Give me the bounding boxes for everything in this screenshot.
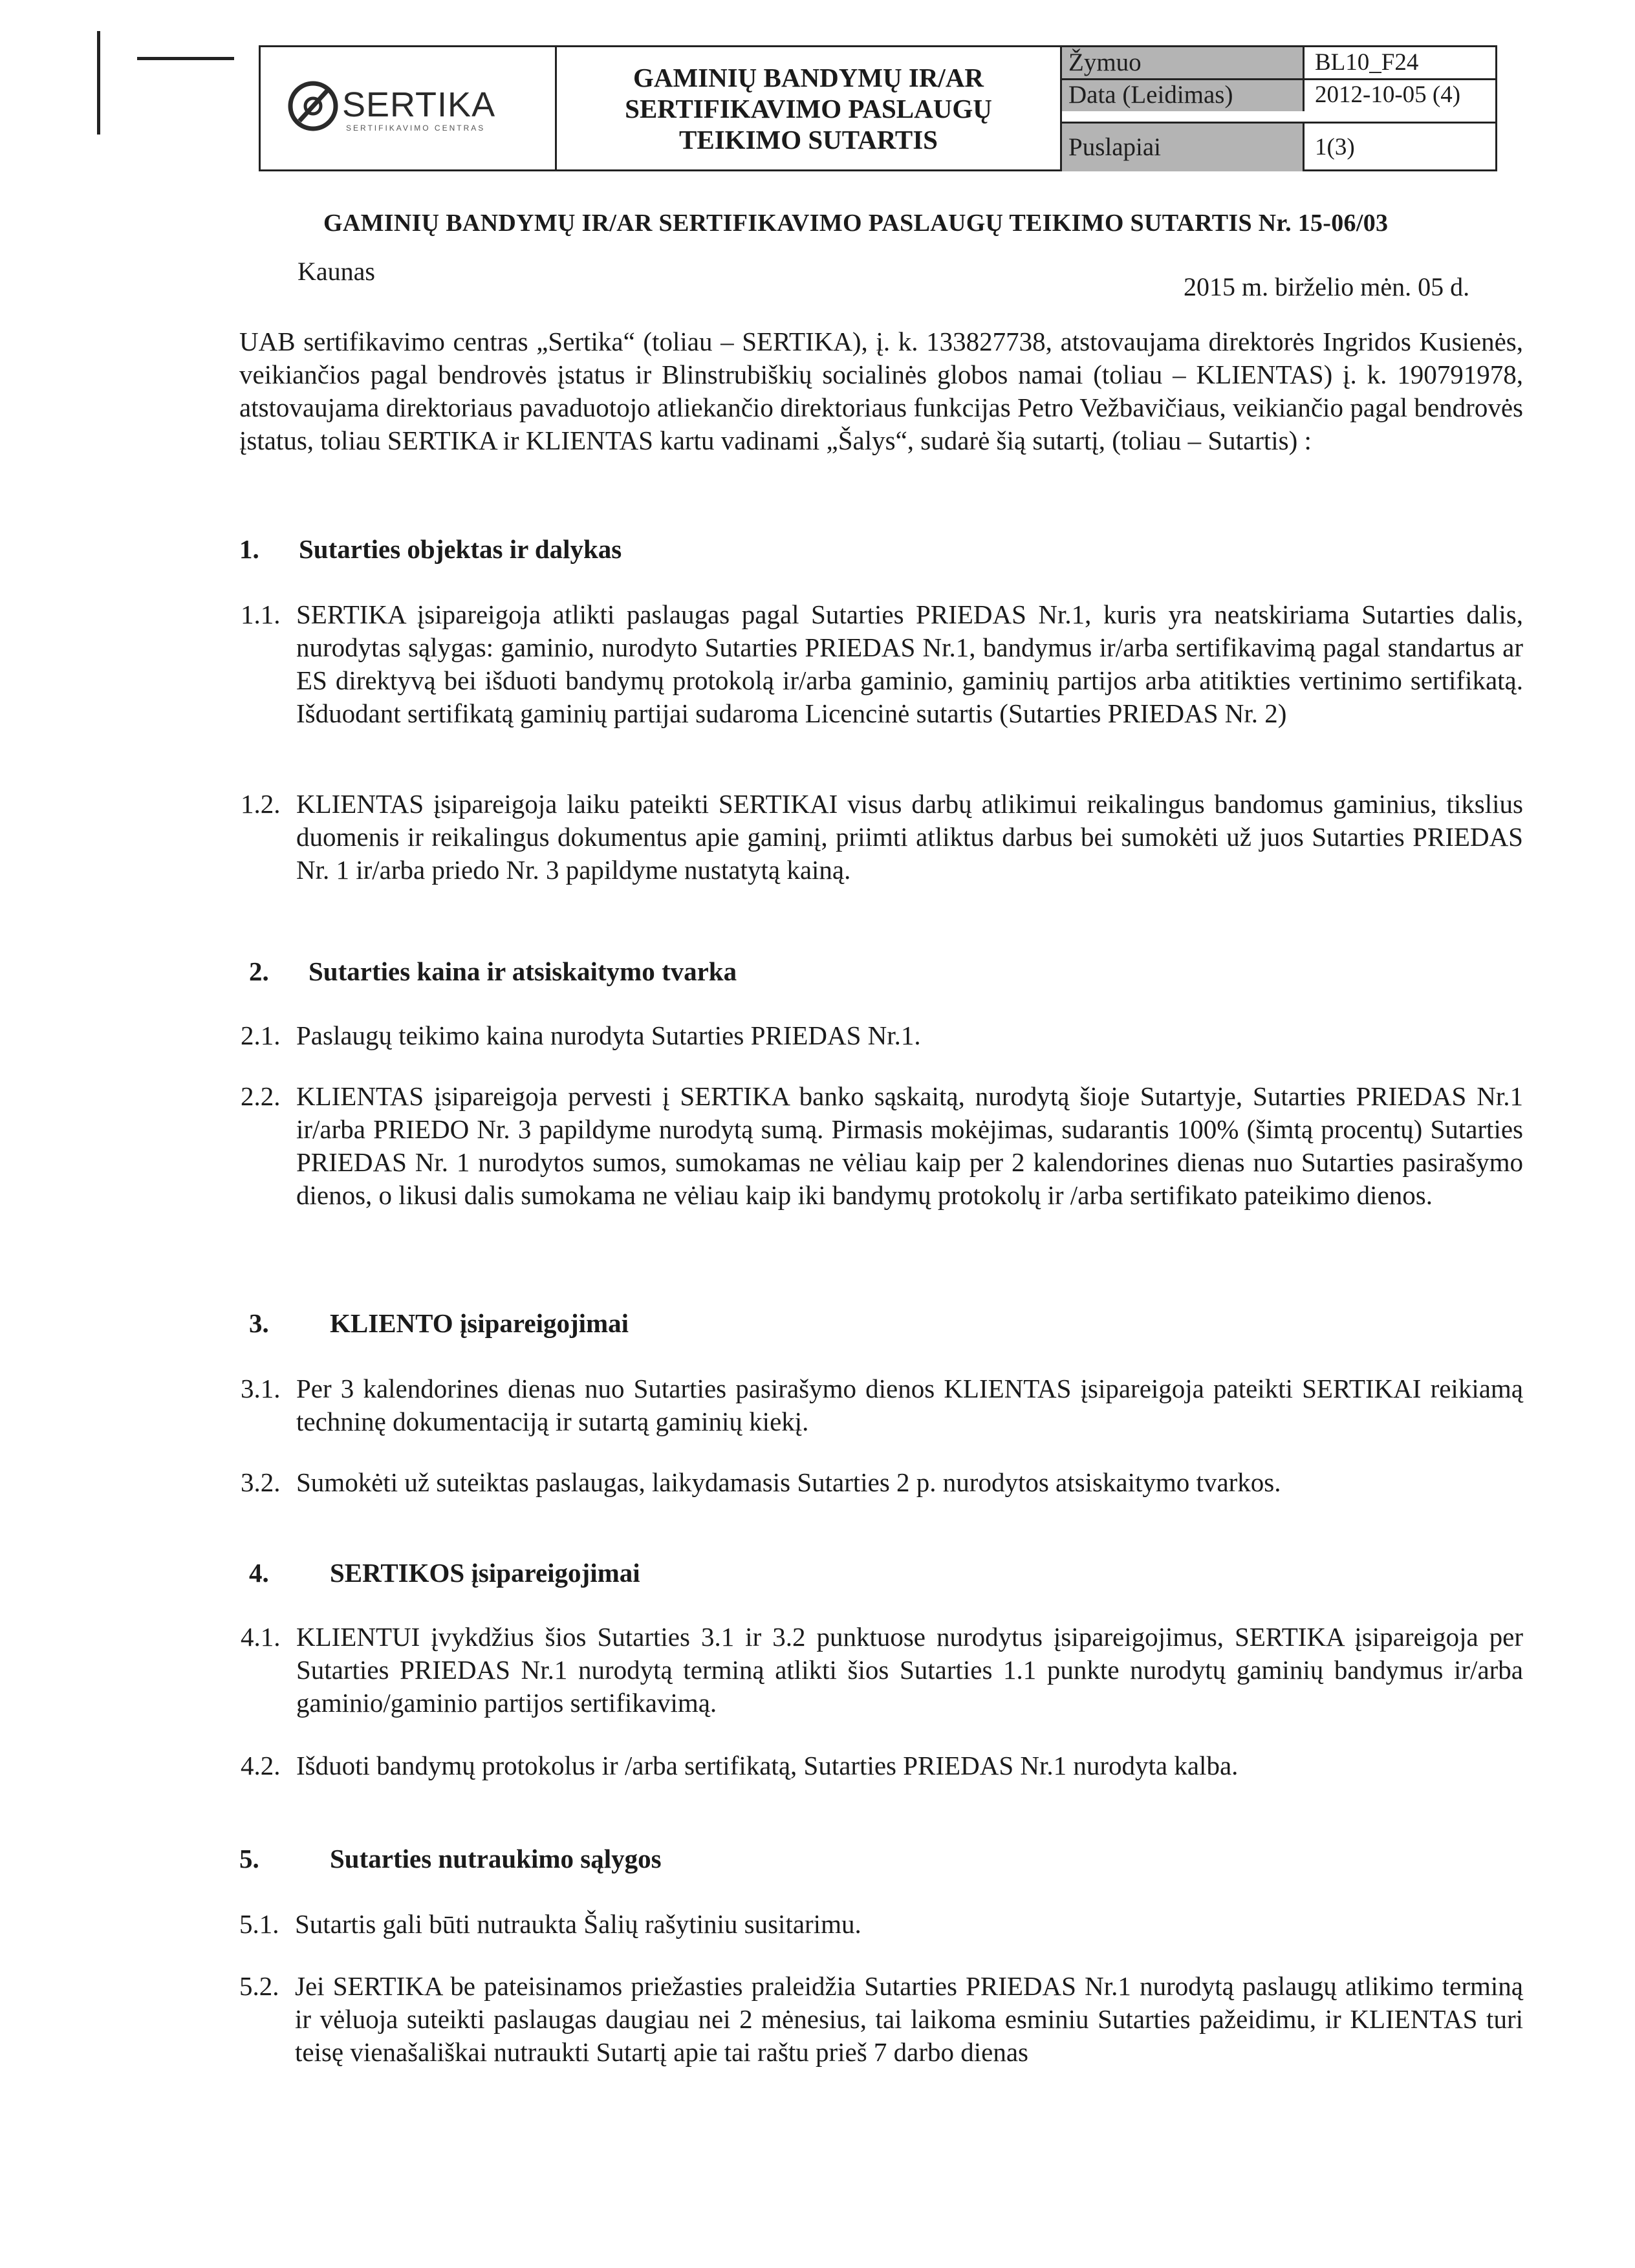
header-title-line-2: SERTIFIKAVIMO PASLAUGŲ <box>625 93 992 124</box>
clause-text: SERTIKA įsipareigoja atlikti paslaugas pagal Sutarties PRIEDAS Nr.1, kuris yra neatskiriama Sutarties dalis, nurodytas sąlygas: gaminio, nurodyto Sutarties PRIEDAS Nr.1, bandymus ir/arba sertifikavimą pagal standartus ar ES direktyvą bei išduoti bandymų protokolą ir/arba gaminio, gaminių partijos arba atitikties vertinimo sertifikatą. Išduodant sertifikatą gaminių partijai sudaroma Licencinė sutartis (Sutarties PRIEDAS Nr. 2) <box>296 599 1523 728</box>
clause-text: Per 3 kalendorines dienas nuo Sutarties pasirašymo dienos KLIENTAS įsipareigoja pateikti SERTIKAI reikiamą techninę dokumentaciją ir sutartą gaminių kiekį. <box>296 1374 1523 1436</box>
section-title: SERTIKOS įsipareigojimai <box>330 1558 640 1588</box>
clause-text: KLIENTUI įvykdžius šios Sutarties 3.1 ir 3.2 punktuose nurodytus įsipareigojimus, SERTIKA įsipareigoja per Sutarties PRIEDAS Nr.1 nurodytą terminą atlikti šios Sutarties 1.1 punkte nurodytų gaminių bandymus ir/arba gaminio/gaminio partijos sertifikavimą. <box>296 1622 1523 1718</box>
clause-number: 2.1. <box>241 1021 281 1050</box>
header-title <box>557 47 1062 169</box>
document-header-table <box>259 45 1497 171</box>
clause-number: 5.1. <box>239 1909 279 1939</box>
meta-row-code <box>1062 47 1495 78</box>
header-title-line-3: TEIKIMO SUTARTIS <box>679 124 938 155</box>
meta-value-pages: 1(3) <box>1315 134 1355 160</box>
clause-text: Sumokėti už suteiktas paslaugas, laikydamasis Sutarties 2 p. nurodytos atsiskaitymo tvarkos. <box>296 1467 1281 1497</box>
clause-text: KLIENTAS įsipareigoja pervesti į SERTIKA banko sąskaitą, nurodytą šioje Sutartyje, Sutarties PRIEDAS Nr.1 ir/arba PRIEDO Nr. 3 papildyme nurodytą sumą. Pirmasis mokėjimas, sudarantis 100% (šimtą procentų) Sutarties PRIEDAS Nr. 1 nurodytos sumos, sumokamas ne vėliau kaip per 2 kalendorines dienas nuo Sutarties pasirašymo dienos, o likusi dalis sumokama ne vėliau kaip iki bandymų protokolų ir /arba sertifikato pateikimo dienos. <box>296 1081 1523 1210</box>
document-date: 2015 m. birželio mėn. 05 d. <box>1184 272 1470 301</box>
intro-paragraph: UAB sertifikavimo centras „Sertika“ (toliau – SERTIKA), į. k. 133827738, atstovaujama direktorės Ingridos Kusienės, veikiančios pagal bendrovės įstatus ir Blinstrubiškių socialinės globos namai (toliau – KLIENTAS) į. k. 190791978, atstovaujama direktoriaus pavaduotojo atliekančio direktoriaus funkcijas Petro Vežbavičiaus, veikiančio pagal bendrovės įstatus, toliau SERTIKA ir KLIENTAS kartu vadinami „Šalys“, sudarė šią sutartį, (toliau – Sutartis) : <box>239 327 1523 455</box>
logo-subtext: SERTIFIKAVIMO CENTRAS <box>346 124 486 133</box>
section-title: Sutarties kaina ir atsiskaitymo tvarka <box>309 956 737 986</box>
clause-number: 3.1. <box>241 1374 281 1403</box>
scan-mark-horizontal <box>137 57 234 60</box>
clause-number: 5.2. <box>239 1971 279 2001</box>
meta-label-date: Data (Leidimas) <box>1062 80 1305 111</box>
section-title: Sutarties nutraukimo sąlygos <box>330 1844 662 1874</box>
clause-number: 4.2. <box>241 1751 281 1780</box>
clause-text: KLIENTAS įsipareigoja laiku pateikti SERTIKAI visus darbų atlikimui reikalingus bandomus gaminius, tikslius duomenis ir reikalingus dokumentus apie gaminį, priimti atliktus darbus bei sumokėti už juos Sutarties PRIEDAS Nr. 1 ir/arba priedo Nr. 3 papildyme nustatytą kainą. <box>296 789 1523 885</box>
section-number: 2. <box>249 956 269 986</box>
company-logo <box>261 47 557 169</box>
document-title: GAMINIŲ BANDYMŲ IR/AR SERTIFIKAVIMO PASLAUGŲ TEIKIMO SUTARTIS Nr. 15-06/03 <box>323 210 1389 237</box>
scan-mark-vertical <box>97 31 100 135</box>
clause-number: 4.1. <box>241 1622 281 1652</box>
clause-text: Paslaugų teikimo kaina nurodyta Sutarties PRIEDAS Nr.1. <box>296 1021 921 1050</box>
clause-text: Jei SERTIKA be pateisinamos priežasties praleidžia Sutarties PRIEDAS Nr.1 nurodytą paslaugų atlikimo terminą ir vėluoja suteikti paslaugas daugiau nei 2 mėnesius, tai laikoma esminiu Sutarties pažeidimu, ir KLIENTAS turi teisę vienašališkai nutraukti Sutartį apie tai raštu prieš 7 darbo dienas <box>295 1971 1523 2067</box>
logo-text: SERTIKA <box>342 85 496 124</box>
meta-row-pages <box>1062 122 1495 171</box>
document-place: Kaunas <box>298 257 375 286</box>
clause-number: 2.2. <box>241 1081 281 1111</box>
section-title: KLIENTO įsipareigojimai <box>330 1308 629 1338</box>
meta-value-code: BL10_F24 <box>1315 49 1419 76</box>
header-meta <box>1062 47 1495 169</box>
clause-text: Sutartis gali būti nutraukta Šalių rašytiniu susitarimu. <box>295 1909 861 1939</box>
section-number: 4. <box>249 1558 269 1588</box>
section-number: 1. <box>239 534 259 564</box>
sertika-logo-icon <box>287 80 340 133</box>
meta-value-date: 2012-10-05 (4) <box>1315 81 1461 108</box>
clause-number: 3.2. <box>241 1467 281 1497</box>
section-number: 5. <box>239 1844 259 1874</box>
clause-text: Išduoti bandymų protokolus ir /arba sertifikatą, Sutarties PRIEDAS Nr.1 nurodyta kalba. <box>296 1751 1239 1780</box>
clause-number: 1.1. <box>241 599 281 629</box>
meta-label-pages: Puslapiai <box>1062 124 1305 171</box>
clause-number: 1.2. <box>241 789 281 819</box>
header-title-line-1: GAMINIŲ BANDYMŲ IR/AR <box>633 62 984 92</box>
section-number: 3. <box>249 1308 269 1338</box>
meta-label-code: Žymuo <box>1062 47 1305 78</box>
meta-row-date <box>1062 78 1495 111</box>
section-title: Sutarties objektas ir dalykas <box>299 534 622 564</box>
